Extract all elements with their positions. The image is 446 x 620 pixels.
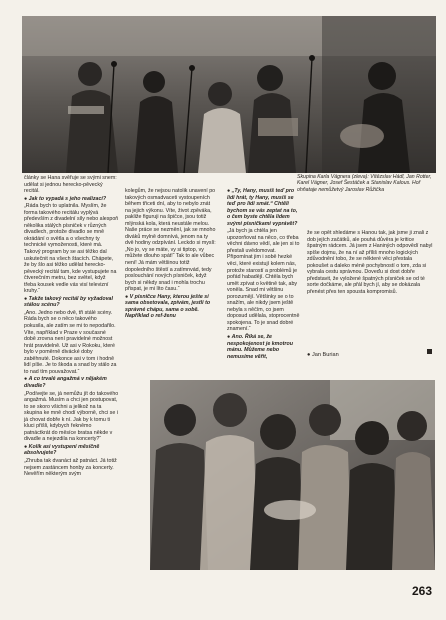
crowd-photo-bottom [150, 380, 435, 570]
byline-bullet-icon: ● [307, 352, 312, 358]
interview-question: ● V písničce Hany, kterou ješte si sama obsetovala, zpívám, jestli to správné chápu, sama o sobě. Například o ref-ženu [125, 294, 217, 320]
band-photo-top [22, 16, 436, 173]
interview-question: ● Takže takový recitál by vyžadoval stálou scénu? [24, 296, 119, 309]
paragraph: články se Hana svěřuje se svými snem: udělat si jednou herecko-pěvecký recitál. [24, 175, 117, 195]
paragraph: „Ano. Jedno nebo dvě, tři stálé scény. Ráda bych se o něco takového pokusila, ale zatím se mi to nepodařilo. Víte, například v Praze v současné době zrovna není pravidelné možnost hrát pravidelně. Už asi v Rokoku, které bylo v poměrně divácké doby zaběhnuté. Dokonce asi v tom i hodně lidí píše. Je to škoda a snad by stálo za to nad tím pouvažovat.“ [24, 309, 117, 375]
paragraph: „Podívejte se, já nemůžu jít do takového angažmá. Musím a chci jen postupovat, to se skoro všichni a jelikož na ta skupina ke mně chodí výborně, chci se i já chovat dobře k ní. Jak by k tomu ti kluci přišli, kdybych řekněmo patnáctkrát do měsíce bratsa někde v divadle a nejezdila na koncerty?“ [24, 390, 119, 443]
interview-question: ● Kolik asi vystupení měsíčně absolvujete? [24, 444, 119, 457]
photo-caption: Skupina Karla Vágnera (zleva): Vítězslav Hádl, Jan Rotter, Karel Vágner, Josef Šestáček a Stanislav Kalous. Hoř ohňataje nemůžetvý Jaroslav Růžička [297, 174, 432, 193]
author-byline [307, 352, 339, 358]
interview-question: ● Jak to vypadá s jeho realizací? [24, 196, 119, 203]
paragraph: že se opět shledáme s Hanou tak, jak jsme ji znali z dob jejích začátků, ale pouhá důvěra je kritice špatným rádcem. Já jsem z Haniných odpovědí nabyl spíše dojmu, že na ní až příliš mnoho logických zdůvodnění tobo, že se některé věci přestala pokoušet a daleko méně pochybností o tom, zda si vybrala cestu správnou. Doveďu si dost dobře představit, že vyložené špatných písniček se od té sorte dočkáme, ale přál bych jí, aby se dokázala přenést přes ten spousta kompromisů. [307, 230, 433, 295]
crowd-photo-bottom-image [150, 380, 435, 570]
paragraph: „Já bych ja chtěla jen upozorňovat na něco, co třeba věchni dávno vědí, ale jen si to přestali uvědomovat. Připomínat jim i sobě hezké věci, které existují kolem nás, protože starostí a problémů je pořád habadějí. Chtěla bych umět zpívat o květině tak, aby voněla. Snad mi většinu porozumějí. Většinky se o to snažím, ale nikdy jsem ještě nebyla s něčím, co jsem doposud udělala, stoprocentně spokojena. To je snad dobré znamení.“ [227, 228, 300, 333]
article-column-2 [125, 188, 217, 321]
paragraph: „Ráda bych to uplatnila. Myslím, že forma takového recitálu vyplývá především z divadelní síly nebo alespoň několika stálých písniček v různých divadlech, protože divadlo se mně okrádání o světla a o všechny ty technické vymoženosti, které má. Takový program by se asi těžko dal uskutečnit na všech štacích. Chápete, že by šlo asi těžko udělat herecko-pěvecký recitál tam, kde vystupujete na čtverečním metru, bez světel, když třeba kousek vedle vás visí televizní kruhy.“ [24, 203, 119, 295]
article-column-3 [227, 188, 300, 361]
interview-question: ● A co trvalé angažmá v nějakém divadle? [24, 376, 119, 389]
interview-question: ● Ano. Říká se, že nespokojenost je kmotrou mánu. Můžeme nebo nemusíme věřit, [227, 334, 300, 360]
page-number: 263 [411, 584, 432, 598]
author-name: Jan Burian [311, 352, 339, 358]
article-column-4 [307, 230, 435, 296]
article-column-1 [24, 175, 119, 479]
article-end-mark-icon [427, 349, 432, 354]
paragraph: kolegům, že nejsou natolik unavení po takových osmadvaceti vystoupeních během třiceti dní, aby to nebylo znát na jejich výkonu. Víte, život zpěváka, pakliže figuruji na špičce, jsou totiž mlýnská kola, která neustále melou. Naše práce se nezmění, jak se mnoho diváků mylně domnívá, jenom na ty dvě hodiny odzpívání. Leckdo si myslí: „No jo, vy se máte, vy si tiptop, vy můžete dlouho spát!“ Tak to ale vůbec není! Já mám většinou totiž dopoledního štěstí a zatímnvád, tedy poslouchání nových písniček, když bych si někdy snad i mohla trochu přispat, je mi líto času.“ [125, 188, 216, 293]
interview-question: ● „Ty, Hany, musíš teď pro lidi hrát, ty Hany, musíš se teď pro lidi smát.“ Chtěli bychom se vás zeptat na to, o čem byste chtěla lidem svými písničkami vyprávět? [227, 188, 300, 227]
paragraph: „Zhruba tak dvanáct až patnáct. Já totiž nejsem zastáncem honby za koncerty. Nevěřím některým svým [24, 457, 117, 478]
band-photo-top-image [22, 16, 436, 173]
